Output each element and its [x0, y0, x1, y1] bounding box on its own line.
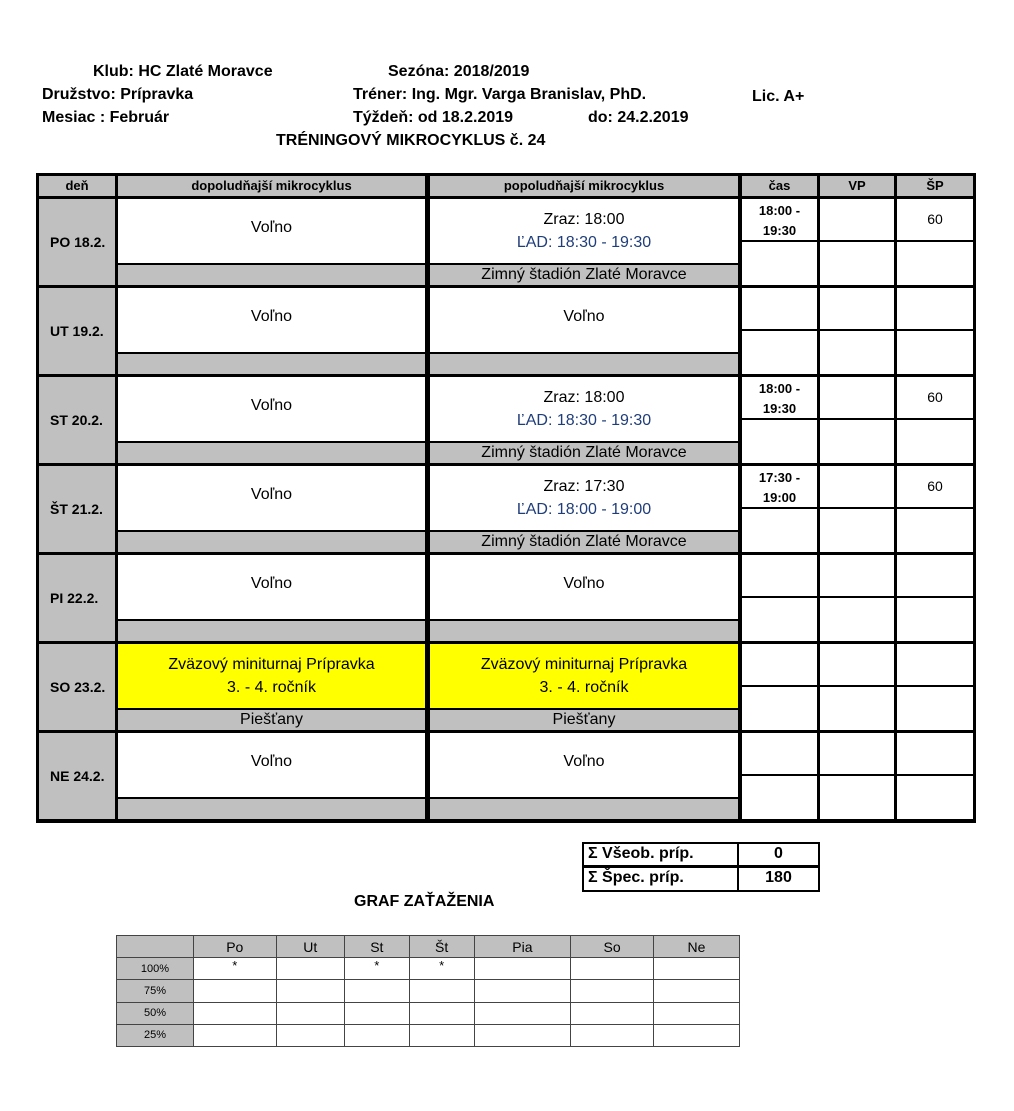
week-to-label: do: 24.2.2019 — [588, 109, 689, 126]
vp-cell — [820, 466, 894, 507]
vp-cell-lower — [820, 598, 894, 641]
sp-cell-lower — [897, 420, 973, 463]
afternoon-location — [430, 621, 738, 641]
afternoon-location: Zimný štadión Zlaté Moravce — [430, 532, 738, 552]
afternoon-cell — [430, 377, 738, 441]
day-label: NE 24.2. — [39, 733, 115, 819]
sp-cell: 60 — [897, 377, 973, 418]
time-start: 17:30 - — [758, 470, 801, 485]
summary-table — [582, 842, 820, 892]
sp-cell-lower — [897, 331, 973, 374]
graph-cell — [409, 1024, 474, 1046]
afternoon-location — [430, 354, 738, 374]
graph-day-header: Pia — [474, 936, 571, 958]
graph-level-label: 100% — [117, 958, 194, 980]
graph-cell — [276, 958, 344, 980]
graph-cell — [409, 980, 474, 1002]
time-cell-lower — [742, 331, 817, 374]
time-end: 19:00 — [762, 490, 797, 505]
vp-cell-lower — [820, 420, 894, 463]
afternoon-activity: Voľno — [563, 575, 605, 592]
time-cell — [742, 466, 817, 507]
graph-level-label: 50% — [117, 1002, 194, 1024]
time-cell — [742, 199, 817, 240]
vp-cell — [820, 199, 894, 240]
vp-cell — [820, 733, 894, 774]
time-cell-lower — [742, 509, 817, 552]
sp-cell-lower — [897, 242, 973, 285]
afternoon-activity: Zväzový miniturnaj Prípravka — [480, 656, 688, 673]
time-cell — [742, 555, 817, 596]
morning-activity: Voľno — [250, 308, 293, 325]
afternoon-activity-detail: ĽAD: 18:00 - 19:00 — [516, 501, 652, 518]
graph-cell — [653, 1024, 739, 1046]
general-prep-label: Σ Všeob. príp. — [584, 844, 737, 865]
time-end: 19:30 — [762, 401, 797, 416]
graph-day-header: So — [571, 936, 654, 958]
time-cell — [742, 733, 817, 774]
club-label: Klub: HC Zlaté Moravce — [93, 63, 273, 80]
sp-cell — [897, 733, 973, 774]
vp-cell — [820, 288, 894, 329]
afternoon-location — [430, 799, 738, 819]
graph-level-label: 25% — [117, 1024, 194, 1046]
time-cell — [742, 644, 817, 685]
day-label: ŠT 21.2. — [39, 466, 115, 552]
graph-cell — [571, 1024, 654, 1046]
afternoon-activity-detail: ĽAD: 18:30 - 19:30 — [516, 234, 652, 251]
morning-cell — [118, 199, 425, 263]
graph-cell — [474, 1002, 571, 1024]
graph-day-header: Št — [409, 936, 474, 958]
graph-cell — [571, 1002, 654, 1024]
afternoon-activity: Voľno — [563, 753, 605, 770]
sp-cell — [897, 288, 973, 329]
page-title: TRÉNINGOVÝ MIKROCYKLUS č. 24 — [276, 132, 546, 149]
morning-cell — [118, 288, 425, 352]
morning-activity: Voľno — [250, 486, 293, 503]
graph-cell — [344, 1002, 409, 1024]
afternoon-cell — [430, 644, 738, 708]
col-header-day: deň — [39, 176, 115, 196]
day-label: UT 19.2. — [39, 288, 115, 374]
graph-cell — [276, 1002, 344, 1024]
afternoon-activity: Zraz: 17:30 — [543, 478, 625, 495]
graph-cell — [276, 980, 344, 1002]
time-cell-lower — [742, 687, 817, 730]
morning-cell — [118, 377, 425, 441]
graph-day-header: Po — [194, 936, 277, 958]
sp-cell — [897, 555, 973, 596]
afternoon-cell — [430, 555, 738, 619]
col-header-morning: dopoludňajší mikrocyklus — [118, 176, 425, 196]
morning-location — [118, 532, 425, 552]
col-header-vp: VP — [820, 176, 894, 196]
vp-cell — [820, 377, 894, 418]
coach-label: Tréner: Ing. Mgr. Varga Branislav, PhD. — [353, 86, 647, 103]
afternoon-cell — [430, 199, 738, 263]
graph-cell — [653, 1002, 739, 1024]
graph-cell — [474, 1024, 571, 1046]
vp-cell — [820, 644, 894, 685]
graph-title: GRAF ZAŤAŽENIA — [354, 893, 495, 910]
graph-day-header: Ut — [276, 936, 344, 958]
graph-cell — [194, 1024, 277, 1046]
morning-activity: Voľno — [250, 575, 293, 592]
vp-cell-lower — [820, 242, 894, 285]
team-label: Družstvo: Prípravka — [42, 86, 194, 103]
col-header-time: čas — [742, 176, 817, 196]
sp-cell: 60 — [897, 466, 973, 507]
afternoon-activity-detail: 3. - 4. ročník — [539, 679, 629, 696]
graph-corner-cell — [117, 936, 194, 958]
sp-cell-lower — [897, 598, 973, 641]
morning-location — [118, 621, 425, 641]
morning-cell — [118, 466, 425, 530]
graph-cell: * — [344, 958, 409, 980]
day-label: PO 18.2. — [39, 199, 115, 285]
morning-location — [118, 799, 425, 819]
afternoon-location: Piešťany — [430, 710, 738, 730]
time-cell-lower — [742, 776, 817, 819]
time-cell — [742, 377, 817, 418]
morning-activity: Zväzový miniturnaj Prípravka — [168, 656, 375, 673]
graph-cell — [194, 1002, 277, 1024]
sp-cell-lower — [897, 687, 973, 730]
time-cell-lower — [742, 242, 817, 285]
vp-cell-lower — [820, 331, 894, 374]
license-label: Lic. A+ — [752, 88, 805, 105]
graph-cell: * — [409, 958, 474, 980]
time-start: 18:00 - — [758, 381, 801, 396]
graph-cell — [194, 980, 277, 1002]
morning-activity-detail: 3. - 4. ročník — [227, 679, 316, 696]
special-prep-label: Σ Špec. príp. — [584, 868, 737, 890]
season-label: Sezóna: 2018/2019 — [388, 63, 530, 80]
afternoon-activity: Zraz: 18:00 — [543, 211, 625, 228]
morning-activity: Voľno — [250, 397, 293, 414]
graph-cell — [571, 958, 654, 980]
graph-cell — [344, 1024, 409, 1046]
col-header-afternoon: popoludňajší mikrocyklus — [430, 176, 738, 196]
afternoon-activity-detail: ĽAD: 18:30 - 19:30 — [516, 412, 652, 429]
graph-cell — [653, 958, 739, 980]
vp-cell-lower — [820, 687, 894, 730]
day-label: SO 23.2. — [39, 644, 115, 730]
afternoon-activity: Zraz: 18:00 — [543, 389, 625, 406]
morning-location: Piešťany — [118, 710, 425, 730]
col-header-sp: ŠP — [897, 176, 973, 196]
time-start: 18:00 - — [758, 203, 801, 218]
afternoon-cell — [430, 466, 738, 530]
graph-cell — [344, 980, 409, 1002]
time-cell — [742, 288, 817, 329]
load-graph-table — [116, 935, 740, 1047]
afternoon-cell — [430, 288, 738, 352]
morning-cell — [118, 644, 425, 708]
day-label: ST 20.2. — [39, 377, 115, 463]
afternoon-cell — [430, 733, 738, 797]
vp-cell-lower — [820, 776, 894, 819]
graph-day-header: Ne — [653, 936, 739, 958]
afternoon-location: Zimný štadión Zlaté Moravce — [430, 443, 738, 463]
graph-cell — [571, 980, 654, 1002]
morning-activity: Voľno — [250, 753, 293, 770]
day-label: PI 22.2. — [39, 555, 115, 641]
sp-cell-lower — [897, 776, 973, 819]
schedule-table — [36, 173, 976, 823]
afternoon-activity: Voľno — [563, 308, 605, 325]
month-label: Mesiac : Február — [42, 109, 170, 126]
time-cell-lower — [742, 420, 817, 463]
graph-cell — [474, 958, 571, 980]
graph-day-header: St — [344, 936, 409, 958]
time-cell-lower — [742, 598, 817, 641]
morning-location — [118, 265, 425, 285]
time-end: 19:30 — [762, 223, 797, 238]
graph-cell — [653, 980, 739, 1002]
sp-cell: 60 — [897, 199, 973, 240]
general-prep-value: 0 — [739, 844, 818, 865]
sp-cell — [897, 644, 973, 685]
vp-cell — [820, 555, 894, 596]
graph-cell: * — [194, 958, 277, 980]
morning-cell — [118, 555, 425, 619]
graph-cell — [409, 1002, 474, 1024]
graph-cell — [474, 980, 571, 1002]
afternoon-location: Zimný štadión Zlaté Moravce — [430, 265, 738, 285]
graph-cell — [276, 1024, 344, 1046]
morning-location — [118, 443, 425, 463]
graph-level-label: 75% — [117, 980, 194, 1002]
morning-activity: Voľno — [250, 219, 293, 236]
week-label: Týždeň: od 18.2.2019 — [353, 109, 514, 126]
sp-cell-lower — [897, 509, 973, 552]
morning-location — [118, 354, 425, 374]
morning-cell — [118, 733, 425, 797]
special-prep-value: 180 — [739, 868, 818, 890]
vp-cell-lower — [820, 509, 894, 552]
